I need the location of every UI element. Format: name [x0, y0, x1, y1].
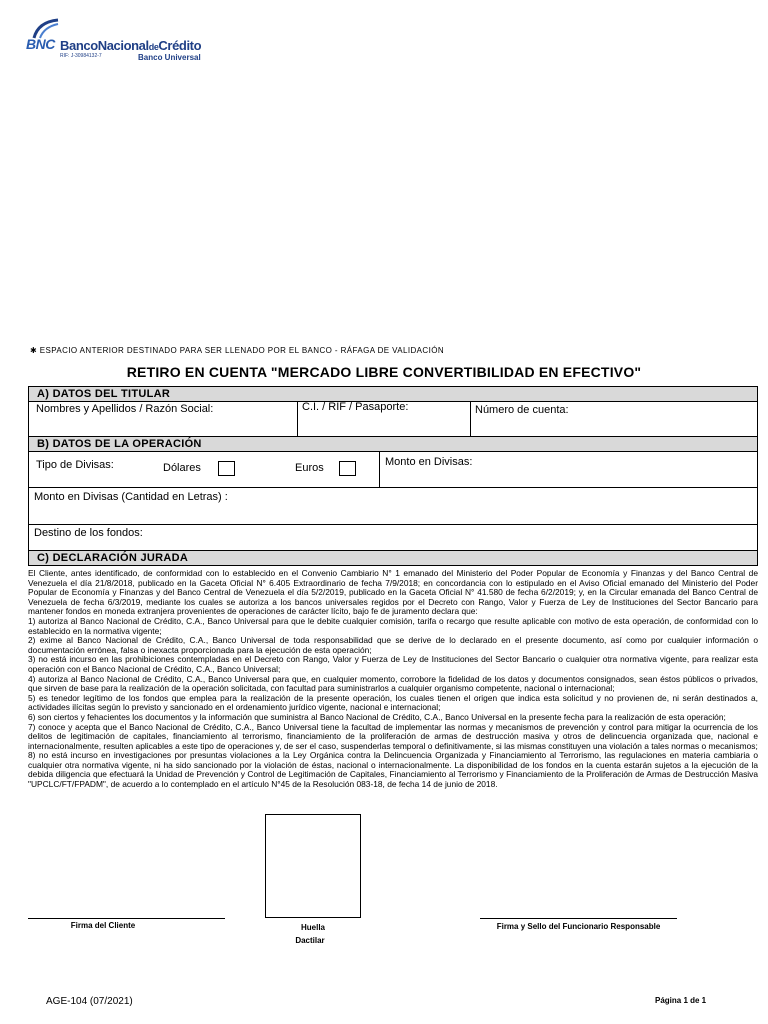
- logo-bank-name: BancoNacionaldeCrédito: [60, 38, 202, 53]
- declaration-intro: El Cliente, antes identificado, de conformidad con lo establecido en el Convenio Cambiario N° 1 emanado del Ministerio del Poder Popular de Economía y Finanzas y del Banco Central de Venezuela el día 21/8/2018, publicado en la Gaceta Oficial N° 6.405 Extraordinario de fecha 7/9/2018; en concordancia con lo estipulado en el Aviso Oficial emanado del Ministerio del Poder Popular de Economía y Finanzas y del Banco Central de Venezuela el día 5/2/2019, publicado en la Gaceta Oficial N° 41.580 de fecha 6/2/2019; y, en la Circular emanada del Banco Central de Venezuela de fecha 6/3/2019, mediante los cuales se autoriza a los bancos universales regidos por el Decreto con Rango, Valor y Fuerza de Ley de Instituciones del Sector Bancario para mantener fondos en moneda extranjera provenientes de operaciones de carácter lícito, bajo fe de juramento declara que:: [28, 568, 758, 617]
- logo-bnc: BNC: [26, 36, 55, 52]
- declaration-item-4: 4) autoriza al Banco Nacional de Crédito, C.A., Banco Universal para que, en cualquier momento, corrobore la fidelidad de los datos y documentos consignados, sean éstos públicos o privados, que sirven de base para la realización de la operación solicitada, con facultad para suministrarlos a cualquier organismo competente, nacional o internacional;: [28, 673, 758, 694]
- ci-rif-field[interactable]: C.I. / RIF / Pasaporte:: [302, 401, 409, 413]
- fingerprint-box[interactable]: [265, 814, 361, 918]
- client-signature-label: Firma del Cliente: [70, 921, 136, 930]
- numero-cuenta-field[interactable]: Número de cuenta:: [475, 404, 569, 416]
- form-code: AGE-104 (07/2021): [46, 996, 133, 1007]
- section-c-header: C) DECLARACIÓN JURADA: [29, 550, 757, 565]
- section-a-header: A) DATOS DEL TITULAR: [29, 387, 757, 402]
- logo-banco-universal: Banco Universal: [138, 53, 201, 62]
- section-b-header: B) DATOS DE LA OPERACIÓN: [29, 436, 757, 452]
- page-number: Página 1 de 1: [655, 996, 707, 1005]
- euros-label: Euros: [295, 462, 324, 474]
- declaration-item-1: 1) autoriza al Banco Nacional de Crédito, C.A., Banco Universal para que le debite cualquier comisión, tarifa o recargo que resulte aplicable con motivo de esta operación, de conformidad con lo establecido en la normativa vigente;: [28, 615, 758, 636]
- validation-space-note: ✱ ESPACIO ANTERIOR DESTINADO PARA SER LLENADO POR EL BANCO - RÁFAGA DE VALIDACIÓN: [30, 346, 445, 355]
- document-title: RETIRO EN CUENTA "MERCADO LIBRE CONVERTIBILIDAD EN EFECTIVO": [126, 364, 642, 380]
- nombres-field[interactable]: Nombres y Apellidos / Razón Social:: [36, 403, 214, 415]
- bank-logo: [26, 14, 206, 62]
- monto-divisas-field[interactable]: Monto en Divisas:: [385, 456, 473, 468]
- client-signature-line[interactable]: [28, 918, 225, 919]
- dolares-label: Dólares: [163, 462, 201, 474]
- declaration-item-7: 7) conoce y acepta que el Banco Nacional de Crédito, C.A., Banco Universal tiene la facultad de implementar las normas y mecanismos de prevención y control para mitigar la ocurrencia de los delitos de legitimación de capitales, financiamiento al terrorismo, financiamiento de la proliferación de armas de destrucción masiva y otros de delincuencia organizada que, nacional e internacionalmente, resulten aplicables a este tipo de operaciones y, de ser el caso, suspenderlas temporal o definitivamente, si las mismas constituyen una violación a tales normas o mecanismos;: [28, 721, 758, 751]
- official-signature-label: Firma y Sello del Funcionario Responsable: [496, 922, 661, 931]
- official-signature-line[interactable]: [480, 918, 677, 919]
- tipo-divisas-label: Tipo de Divisas:: [36, 459, 114, 471]
- declaracion-jurada-text: [28, 569, 758, 790]
- declaration-item-6: 6) son ciertos y fehacientes los documentos y la información que suministra al Banco Nacional de Crédito, C.A., Banco Universal en la presente fecha para la realización de esta operación;: [28, 711, 726, 722]
- monto-letras-field[interactable]: Monto en Divisas (Cantidad en Letras) :: [34, 491, 228, 503]
- declaration-item-3: 3) no está incurso en las prohibiciones contempladas en el Decreto con Rango, Valor y Fuerza de Ley de Instituciones del Sector Bancario o cualquier otra normativa vigente, para realizar esta operación con el Banco Nacional de Crédito, C.A., Banco Universal;: [28, 654, 758, 674]
- euros-checkbox[interactable]: [339, 461, 356, 476]
- operation-form: [28, 386, 758, 566]
- logo-rif: RIF: J-30984132-7: [60, 53, 102, 59]
- declaration-item-2: 2) exime al Banco Nacional de Crédito, C.A., Banco Universal de toda responsabilidad que se derive de lo declarado en el presente documento, así como por cualquier información o documentación errónea, falsa o inexacta proporcionada para la ejecución de esta operación;: [28, 635, 758, 655]
- destino-fondos-field[interactable]: Destino de los fondos:: [34, 527, 143, 539]
- declaration-item-8: 8) no está incurso en investigaciones por presuntas violaciones a la Ley Orgánica contra la Delincuencia Organizada y Financiamiento al Terrorismo, las regulaciones en materia cambiaria o cualquier otra normativa vigente, ni ha sido sancionado por la violación de éstas, nacional o internacionalmente. La disponibilidad de los fondos en la cuenta estarán sujetos a la ejecución de la debida diligencia que efectuará la Unidad de Prevención y Control de Legitimación de Capitales, Financiamiento al Terrorismo y Financiamiento de la Proliferación de Armas de Destrucción Masiva "UPCLC/FT/FPADM", de acuerdo a lo contemplado en el artículo N°45 de la Resolución 083-18, de fecha 14 de junio de 2018.: [28, 750, 758, 790]
- fingerprint-label-2: Dactilar: [295, 936, 325, 945]
- declaration-item-5: 5) es tenedor legítimo de los fondos que emplea para la realización de la presente operación, los cuales tienen el origen que indica esta solicitud y no provienen de, ni serán destinados a, actividades ilícitas según lo previsto y sancionado en el ordenamiento jurídico vigente, nacional e internacional;: [28, 692, 758, 713]
- dolares-checkbox[interactable]: [218, 461, 235, 476]
- fingerprint-label-1: Huella: [300, 923, 325, 932]
